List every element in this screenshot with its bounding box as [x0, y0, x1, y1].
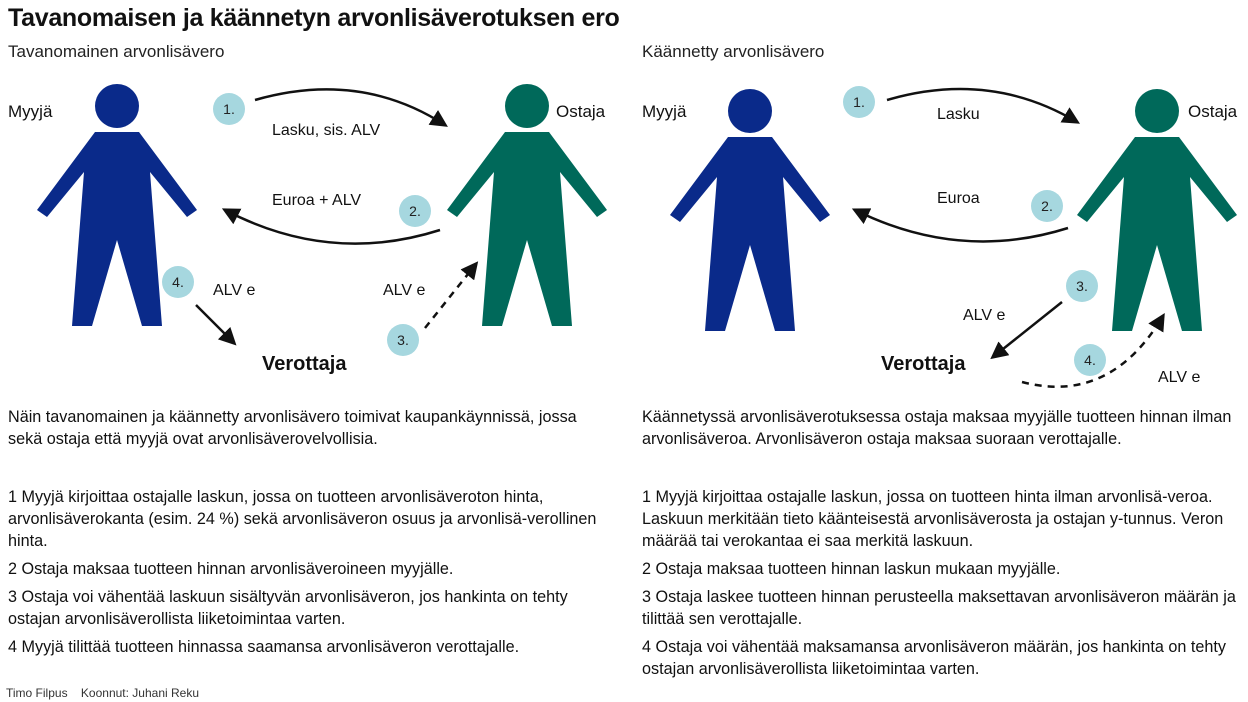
edge-label-vat-to-tax-right: ALV e — [963, 307, 1006, 324]
step-badge-1-left: 1. — [213, 93, 245, 125]
seller-label-right: Myyjä — [642, 102, 687, 121]
steps-list-right — [642, 486, 1242, 686]
page-title: Tavanomaisen ja käännetyn arvonlisäverotuksen ero — [8, 4, 620, 32]
edge-label-vat-deduction-right: ALV e — [1158, 369, 1201, 386]
step-badge-4-left: 4. — [162, 266, 194, 298]
step-badge-1-right: 1. — [843, 86, 875, 118]
seller-label-left: Myyjä — [8, 102, 53, 121]
tax-office-right: Verottaja — [881, 353, 966, 375]
step-text-2-left: 2 Ostaja maksaa tuotteen hinnan arvonlisäveroineen myyjälle. — [8, 560, 454, 578]
steps-list-left — [8, 486, 608, 664]
step-badge-4-right: 4. — [1074, 344, 1106, 376]
credit-graphic: Timo Filpus — [6, 686, 68, 700]
step-text-4-right: 4 Ostaja voi vähentää maksamansa arvonlisäveron määrän, jos hankinta on tehty ostajan arvonlisäverollista liiketoimintaa varten. — [642, 638, 1226, 678]
step-badge-3-right: 3. — [1066, 270, 1098, 302]
subtitle-standard-vat: Tavanomainen arvonlisävero — [8, 42, 225, 61]
credits — [6, 686, 209, 700]
edge-label-vat-seller-left: ALV e — [213, 282, 256, 299]
step-badge-3-left: 3. — [387, 324, 419, 356]
step-text-2-right: 2 Ostaja maksaa tuotteen hinnan laskun mukaan myyjälle. — [642, 560, 1061, 578]
step-badge-2-right: 2. — [1031, 190, 1063, 222]
buyer-label-left: Ostaja — [556, 102, 606, 121]
subtitle-reverse-vat: Käännetty arvonlisävero — [642, 42, 825, 61]
edge-label-vat-buyer-left: ALV e — [383, 282, 426, 299]
intro-text-right: Käännetyssä arvonlisäverotuksessa ostaja maksaa myyjälle tuotteen hinnan ilman arvonlisäveroa. Arvonlisäveron ostaja maksaa suoraan verottajalle. — [642, 408, 1232, 448]
seller-figure-right — [670, 89, 830, 331]
intro-right — [642, 406, 1242, 450]
credit-compiled: Koonnut: Juhani Reku — [80, 686, 200, 700]
step-text-3-right: 3 Ostaja laskee tuotteen hinnan perusteella maksettavan arvonlisäveron määrän ja tilittää sen verottajalle. — [642, 588, 1236, 628]
intro-left — [8, 406, 608, 450]
buyer-figure-right — [1077, 89, 1237, 331]
arrow-vat-buyer-left — [425, 264, 476, 328]
arrow-vat-seller-left — [196, 305, 234, 343]
arrow-invoice-left — [255, 89, 445, 125]
edge-label-invoice-left: Lasku, sis. ALV — [272, 122, 381, 139]
tax-office-left: Verottaja — [262, 353, 347, 375]
intro-text-left: Näin tavanomainen ja käännetty arvonlisävero toimivat kaupankäynnissä, jossa sekä ostaja että myyjä ovat arvonlisäverovelvollisia. — [8, 408, 577, 448]
edge-label-invoice-right: Lasku — [937, 106, 980, 123]
arrow-invoice-right — [887, 89, 1077, 122]
step-text-4-left: 4 Myyjä tilittää tuotteen hinnassa saamansa arvonlisäveron verottajalle. — [8, 638, 520, 656]
step-text-1-right: 1 Myyjä kirjoittaa ostajalle laskun, jossa on tuotteen hinta ilman arvonlisä-veroa. Laskuun merkitään tieto käänteisestä arvonlisäverosta ja ostajan y-tunnus. Veron määrää tai verokantaa ei saa merkitä laskuun. — [642, 488, 1224, 550]
edge-label-payment-right: Euroa — [937, 190, 980, 207]
edge-label-payment-left: Euroa + ALV — [272, 192, 362, 209]
step-text-3-left: 3 Ostaja voi vähentää laskuun sisältyvän arvonlisäveron, jos hankinta on tehty ostajan arvonlisäverollista liiketoimintaa varten. — [8, 588, 568, 628]
buyer-label-right: Ostaja — [1188, 102, 1238, 121]
step-text-1-left: 1 Myyjä kirjoittaa ostajalle laskun, jossa on tuotteen arvonlisäveroton hinta, arvonlisäverokanta (esim. 24 %) sekä arvonlisäveron osuus ja arvonlisä-verollinen hinta. — [8, 488, 597, 550]
step-badge-2-left: 2. — [399, 195, 431, 227]
